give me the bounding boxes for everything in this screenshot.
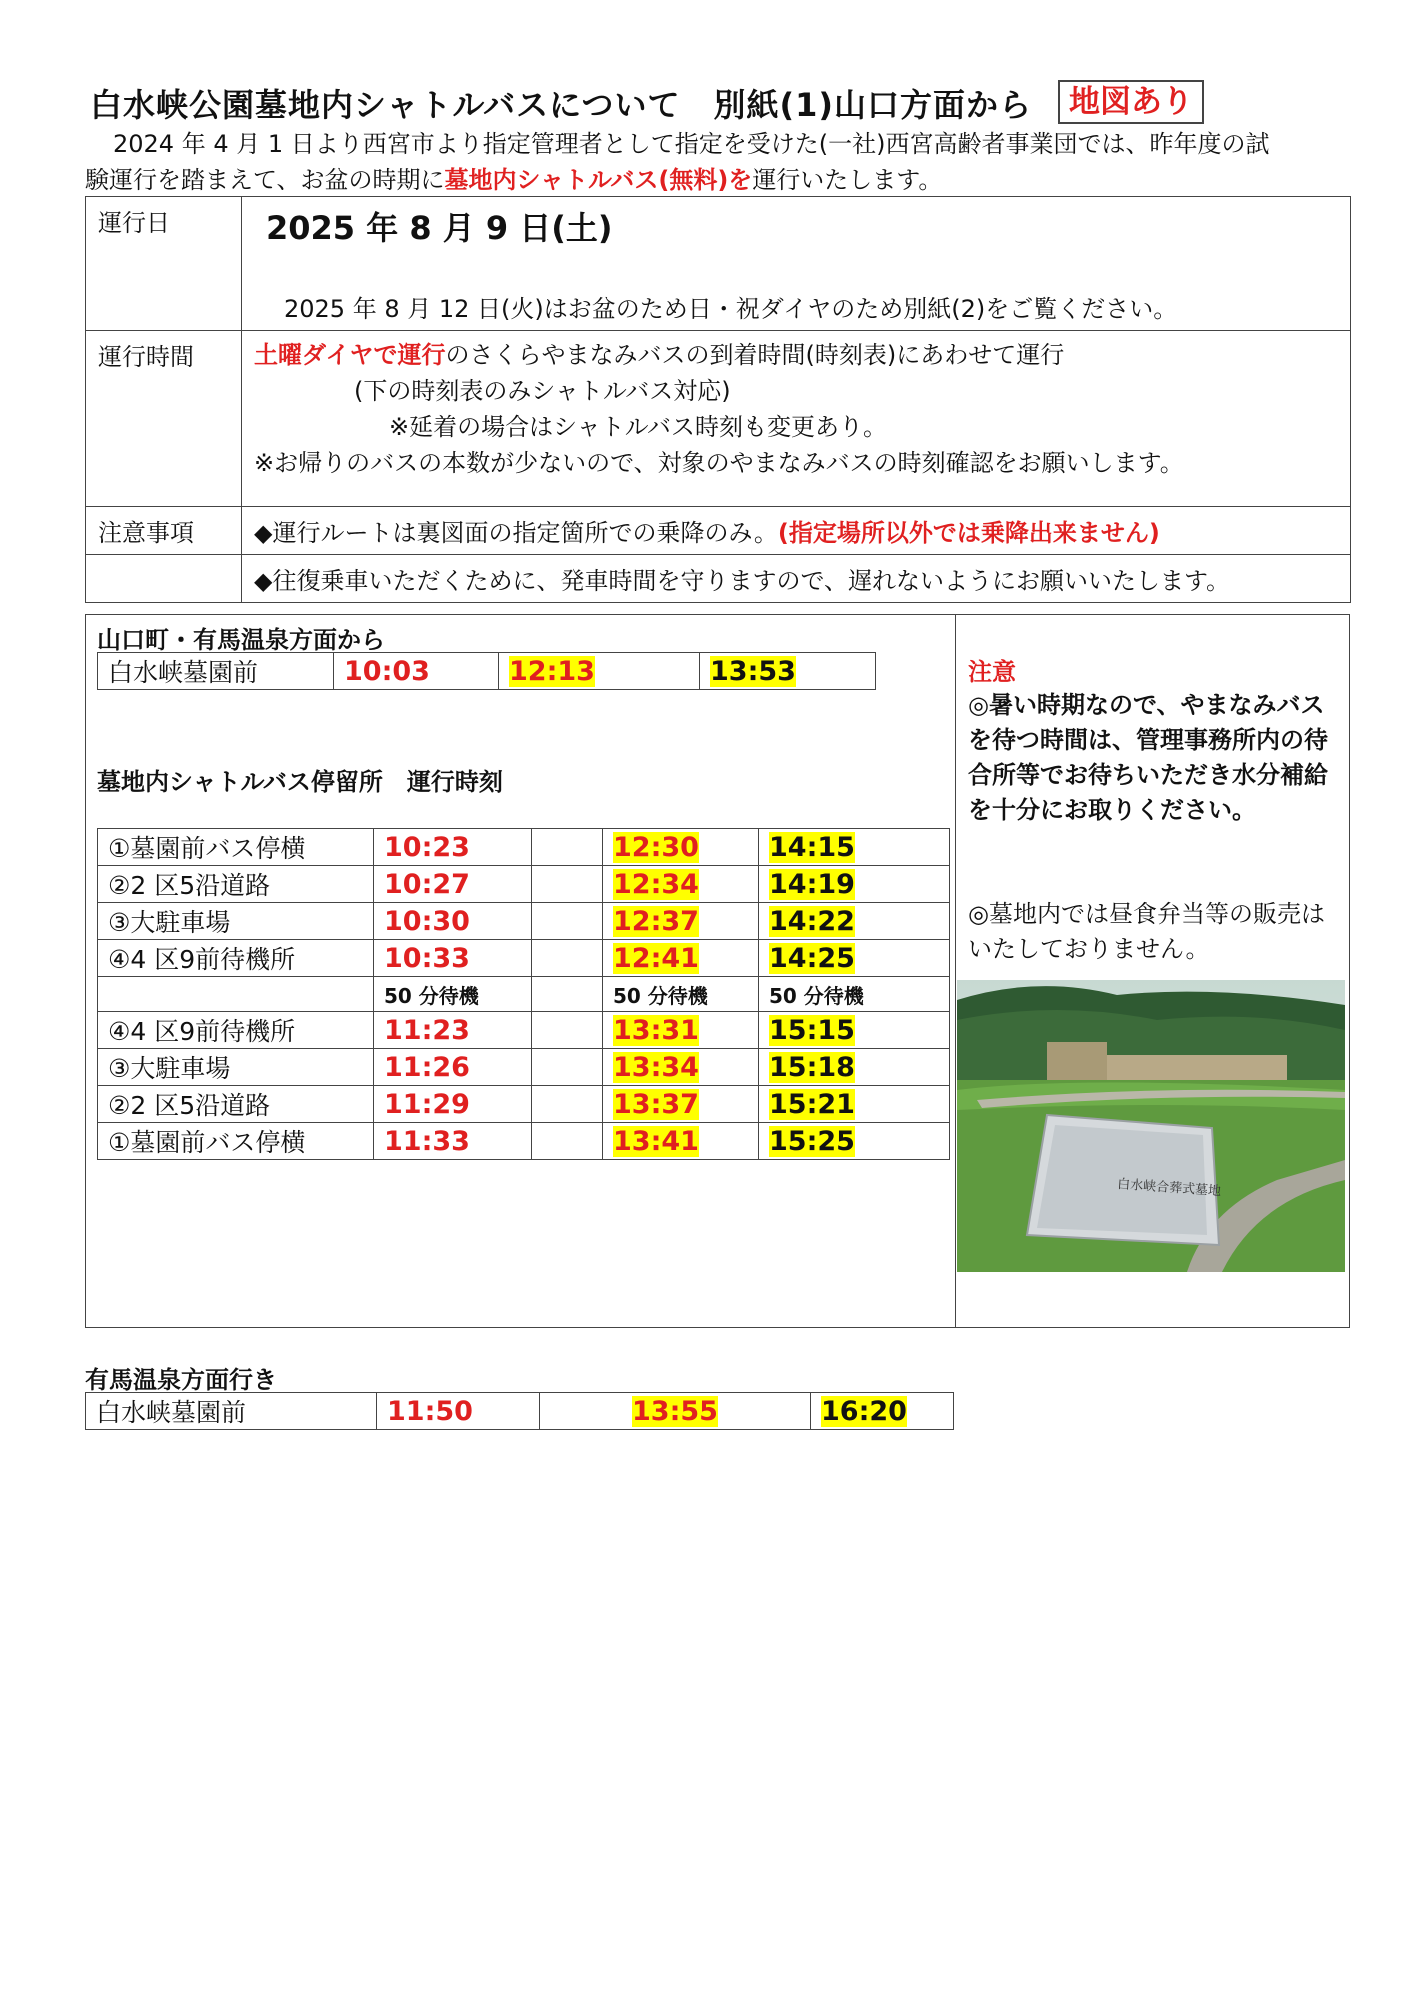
shuttle-table bbox=[97, 828, 950, 1160]
schedule-divider bbox=[955, 614, 956, 1328]
arrival-time-3 bbox=[700, 653, 876, 690]
stop-name: ①墓園前バス停横 bbox=[98, 829, 374, 866]
time-value: 14:25 bbox=[769, 942, 855, 974]
stop-name: ②2 区5沿道路 bbox=[98, 1086, 374, 1123]
time-value: 11:26 bbox=[384, 1051, 470, 1083]
notes-title: 注意 bbox=[968, 658, 1016, 686]
table-row bbox=[98, 940, 950, 977]
time-value: 12:34 bbox=[613, 868, 699, 900]
arrival-table bbox=[97, 652, 876, 690]
caution-2: ◆往復乗車いただくために、発車時間を守りますので、遅れないようにお願いいたします。 bbox=[242, 555, 1351, 603]
spacer-cell bbox=[532, 1012, 603, 1049]
stop-name: ②2 区5沿道路 bbox=[98, 866, 374, 903]
arrival-time-3-value: 13:53 bbox=[710, 655, 796, 687]
departure-time-2 bbox=[540, 1393, 811, 1430]
stop-name bbox=[98, 977, 374, 1012]
wait-label: 50 分待機 bbox=[603, 977, 759, 1012]
caution-label-empty bbox=[86, 555, 242, 603]
intro-line-2-post: 運行いたします。 bbox=[752, 166, 943, 194]
time-line-4: ※お帰りのバスの本数が少ないので、対象のやまなみバスの時刻確認をお願いします。 bbox=[254, 449, 1184, 477]
table-row bbox=[98, 903, 950, 940]
date-cell bbox=[242, 197, 1351, 331]
time-cell bbox=[603, 866, 759, 903]
spacer-cell bbox=[532, 1049, 603, 1086]
spacer-cell bbox=[532, 866, 603, 903]
table-row bbox=[98, 1012, 950, 1049]
time-cell bbox=[603, 1012, 759, 1049]
spacer-cell bbox=[532, 829, 603, 866]
caution-1-red: (指定場所以外では乗降出来ません) bbox=[777, 519, 1160, 547]
departure-heading: 有馬温泉方面行き bbox=[85, 1366, 277, 1394]
arrival-stop: 白水峡墓園前 bbox=[98, 653, 334, 690]
notes-body-2: ◎墓地内では昼食弁当等の販売はいたしておりません。 bbox=[968, 900, 1325, 963]
stop-name: ①墓園前バス停横 bbox=[98, 1123, 374, 1160]
intro-line-2-pre: 験運行を踏まえて、お盆の時期に bbox=[85, 166, 445, 194]
time-value: 15:25 bbox=[769, 1125, 855, 1157]
spacer-cell bbox=[532, 1123, 603, 1160]
sign-text: 白水峡合葬式墓地 bbox=[1116, 1177, 1222, 1200]
table-row bbox=[98, 1123, 950, 1160]
time-value: 11:29 bbox=[384, 1088, 470, 1120]
time-value: 15:18 bbox=[769, 1051, 855, 1083]
time-value: 13:41 bbox=[613, 1125, 699, 1157]
time-cell bbox=[759, 1049, 950, 1086]
departure-time-3-value: 16:20 bbox=[821, 1395, 907, 1427]
time-cell bbox=[374, 1012, 532, 1049]
table-row bbox=[98, 1086, 950, 1123]
date-note: 2025 年 8 月 12 日(火)はお盆のため日・祝ダイヤのため別紙(2)をご覧ください。 bbox=[284, 295, 1178, 323]
time-cell bbox=[759, 829, 950, 866]
time-value: 12:30 bbox=[613, 831, 699, 863]
time-cell bbox=[603, 1123, 759, 1160]
time-line-1 bbox=[254, 337, 1338, 373]
spacer-cell bbox=[532, 977, 603, 1012]
time-value: 10:23 bbox=[384, 831, 470, 863]
time-line-2: (下の時刻表のみシャトルバス対応) bbox=[354, 377, 731, 405]
arrival-time-2 bbox=[499, 653, 700, 690]
date-label: 運行日 bbox=[86, 197, 242, 331]
departure-time-2-value: 13:55 bbox=[632, 1395, 718, 1427]
time-value: 15:21 bbox=[769, 1088, 855, 1120]
time-cell bbox=[374, 1123, 532, 1160]
time-cell bbox=[603, 1049, 759, 1086]
stop-name: ④4 区9前待機所 bbox=[98, 1012, 374, 1049]
departure-table bbox=[85, 1392, 954, 1430]
spacer-cell bbox=[532, 940, 603, 977]
time-value: 14:22 bbox=[769, 905, 855, 937]
shuttle-heading: 墓地内シャトルバス停留所 運行時刻 bbox=[97, 768, 503, 796]
caution-cell-1 bbox=[242, 507, 1351, 555]
time-value: 10:30 bbox=[384, 905, 470, 937]
wait-label: 50 分待機 bbox=[759, 977, 950, 1012]
intro-highlight: 墓地内シャトルバス(無料)を bbox=[444, 166, 753, 194]
time-value: 13:34 bbox=[613, 1051, 699, 1083]
time-cell bbox=[603, 1086, 759, 1123]
time-cell bbox=[603, 940, 759, 977]
time-cell bbox=[242, 331, 1351, 507]
map-badge: 地図あり bbox=[1058, 80, 1204, 124]
time-cell bbox=[603, 829, 759, 866]
arrival-time-1-value: 10:03 bbox=[344, 655, 430, 687]
time-value: 13:31 bbox=[613, 1014, 699, 1046]
info-table bbox=[85, 196, 1351, 603]
time-cell bbox=[603, 903, 759, 940]
stop-name: ③大駐車場 bbox=[98, 1049, 374, 1086]
stop-name: ④4 区9前待機所 bbox=[98, 940, 374, 977]
time-value: 11:23 bbox=[384, 1014, 470, 1046]
time-value: 10:33 bbox=[384, 942, 470, 974]
time-cell bbox=[374, 829, 532, 866]
stop-name: ③大駐車場 bbox=[98, 903, 374, 940]
date-value: 2025 年 8 月 9 日(土) bbox=[266, 209, 613, 247]
time-cell bbox=[374, 940, 532, 977]
table-row bbox=[98, 829, 950, 866]
time-cell bbox=[759, 1012, 950, 1049]
arrival-time-2-value: 12:13 bbox=[509, 655, 595, 687]
page-title: 白水峡公園墓地内シャトルバスについて 別紙(1)山口方面から bbox=[90, 86, 1032, 124]
time-cell bbox=[759, 1086, 950, 1123]
time-label: 運行時間 bbox=[86, 331, 242, 507]
arrival-time-1 bbox=[334, 653, 499, 690]
time-value: 12:41 bbox=[613, 942, 699, 974]
time-line-3: ※延着の場合はシャトルバス時刻も変更あり。 bbox=[389, 413, 887, 441]
wait-label: 50 分待機 bbox=[374, 977, 532, 1012]
table-row bbox=[98, 866, 950, 903]
departure-stop: 白水峡墓園前 bbox=[86, 1393, 377, 1430]
departure-time-1 bbox=[377, 1393, 540, 1430]
time-cell bbox=[374, 1086, 532, 1123]
time-rest: のさくらやまなみバスの到着時間(時刻表)にあわせて運行 bbox=[445, 341, 1065, 369]
spacer-cell bbox=[532, 1086, 603, 1123]
spacer-cell bbox=[532, 903, 603, 940]
time-cell bbox=[374, 866, 532, 903]
time-value: 14:19 bbox=[769, 868, 855, 900]
time-value: 12:37 bbox=[613, 905, 699, 937]
arrival-heading: 山口町・有馬温泉方面から bbox=[97, 626, 385, 654]
intro-text bbox=[85, 126, 1355, 198]
time-cell bbox=[759, 903, 950, 940]
intro-line-1: 2024 年 4 月 1 日より西宮市より指定管理者として指定を受けた(一社)西宮高齢者事業団では、昨年度の試 bbox=[113, 130, 1270, 158]
time-cell bbox=[759, 940, 950, 977]
time-value: 14:15 bbox=[769, 831, 855, 863]
time-value: 15:15 bbox=[769, 1014, 855, 1046]
time-value: 13:37 bbox=[613, 1088, 699, 1120]
notes-body-1: ◎暑い時期なので、やまなみバスを待つ時間は、管理事務所内の待合所等でお待ちいただき水分補給を十分にお取りください。 bbox=[968, 691, 1328, 824]
wait-row bbox=[98, 977, 950, 1012]
caution-1: ◆運行ルートは裏図面の指定箇所での乗降のみ。 bbox=[254, 519, 778, 547]
caution-label: 注意事項 bbox=[86, 507, 242, 555]
time-cell bbox=[759, 866, 950, 903]
departure-time-3 bbox=[811, 1393, 954, 1430]
time-value: 11:33 bbox=[384, 1125, 470, 1157]
time-cell bbox=[374, 903, 532, 940]
time-cell bbox=[759, 1123, 950, 1160]
table-row bbox=[98, 1049, 950, 1086]
intro-line-2 bbox=[85, 162, 1355, 198]
time-cell bbox=[374, 1049, 532, 1086]
time-value: 10:27 bbox=[384, 868, 470, 900]
time-red: 土曜ダイヤで運行 bbox=[254, 341, 446, 369]
departure-time-1-value: 11:50 bbox=[387, 1395, 473, 1427]
cemetery-photo bbox=[957, 980, 1345, 1272]
